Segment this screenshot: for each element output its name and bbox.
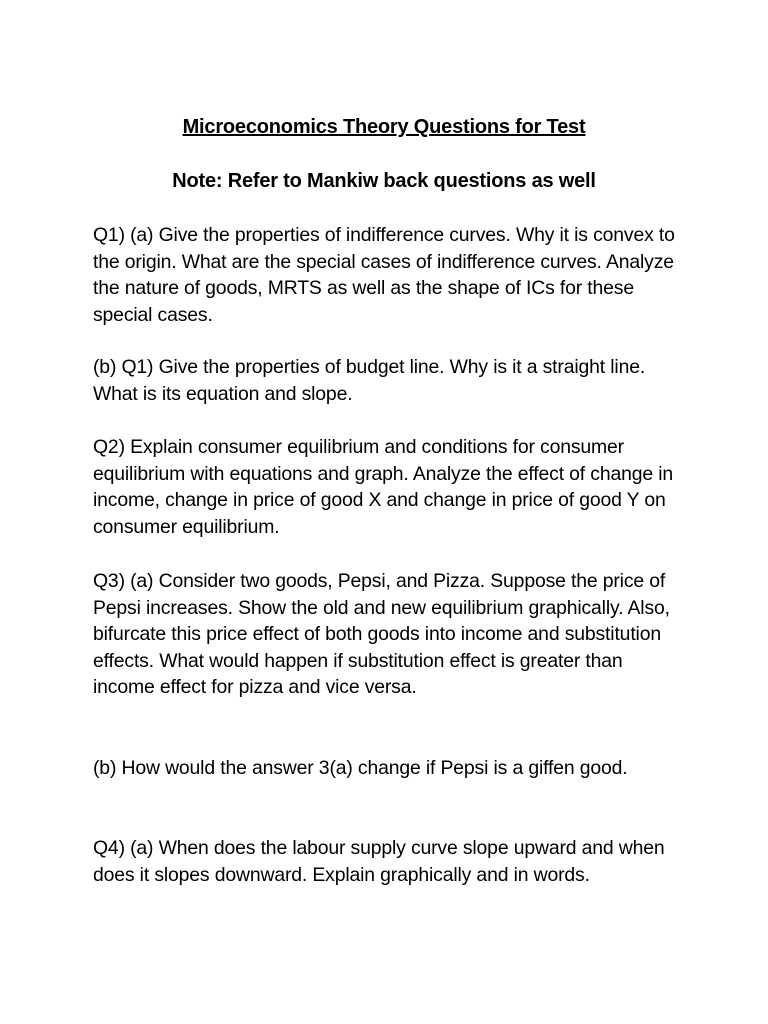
- question-q2: Q2) Explain consumer equilibrium and conditions for consumer equilibrium with equations and graph. Analyze the effect of change in income, change in price of good X and change in price of good Y on consumer equilibrium.: [93, 436, 674, 538]
- question-q3a: Q3) (a) Consider two goods, Pepsi, and Pizza. Suppose the price of Pepsi increases. Show the old and new equilibrium graphically. Also, bifurcate this price effect of both goods into income and substitution effects. What would happen if substitution effect is greater than income effect for pizza and vice versa.: [93, 570, 670, 699]
- question-q3b: (b) How would the answer 3(a) change if Pepsi is a giffen good.: [93, 757, 628, 779]
- question-q1a: Q1) (a) Give the properties of indifference curves. Why it is convex to the origin. What are the special cases of indifference curves. Analyze the nature of goods, MRTS as well as the shape of ICs for these special cases.: [93, 224, 675, 326]
- question-q1b: (b) Q1) Give the properties of budget line. Why is it a straight line. What is its equation and slope.: [93, 356, 646, 405]
- question-q4a: Q4) (a) When does the labour supply curve slope upward and when does it slopes downward. Explain graphically and in words.: [93, 837, 665, 886]
- document-note: Note: Refer to Mankiw back questions as well: [172, 170, 596, 192]
- document-title: Microeconomics Theory Questions for Test: [182, 116, 586, 138]
